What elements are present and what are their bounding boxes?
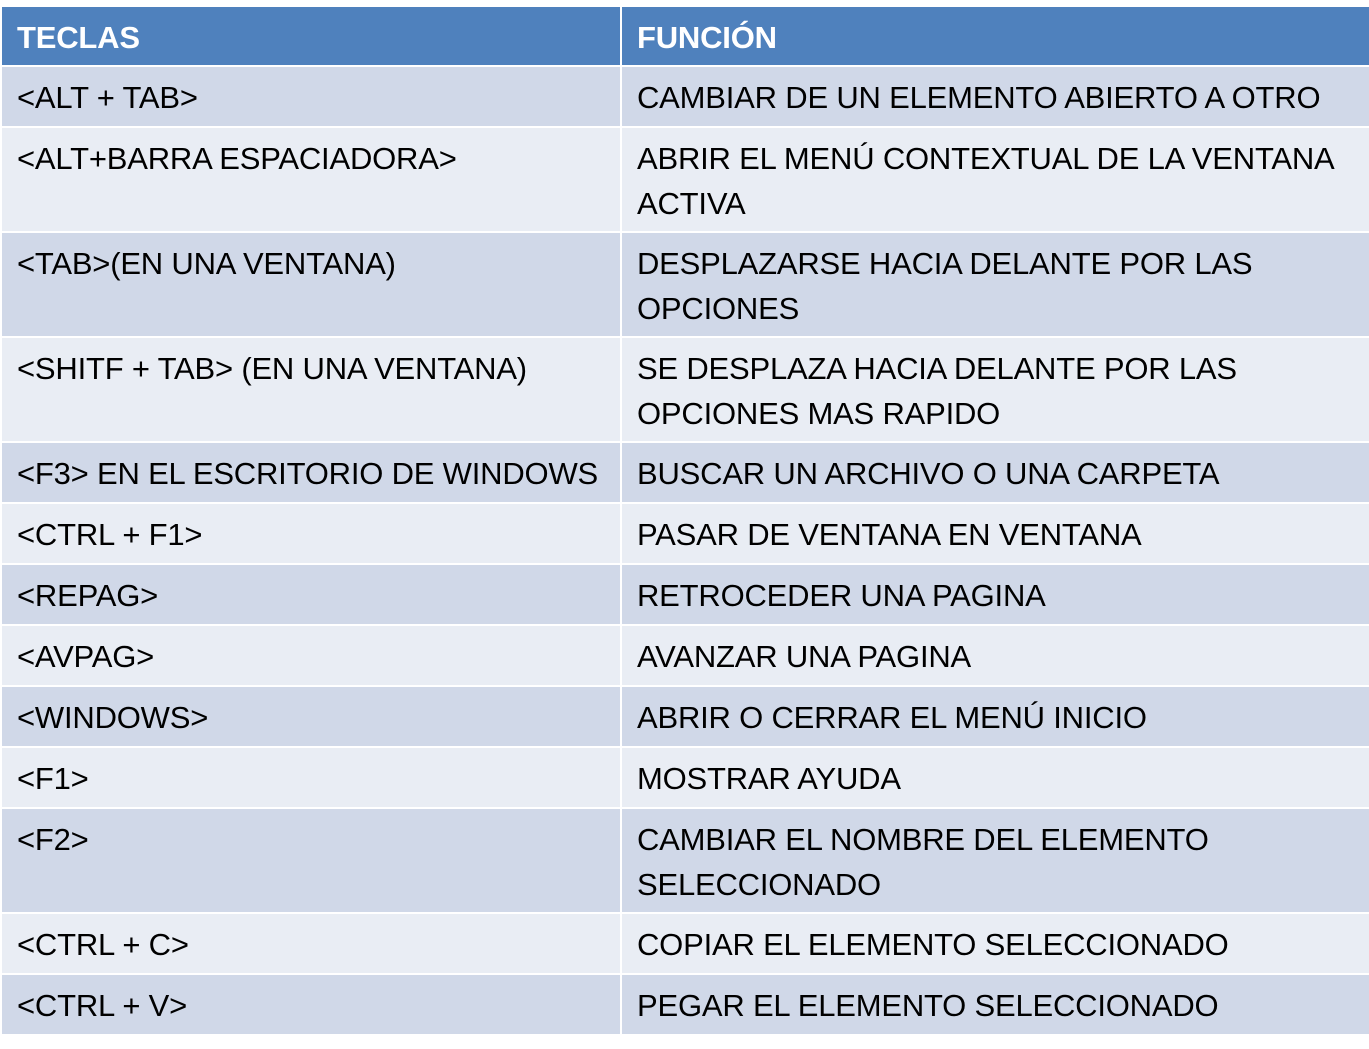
cell-function: SE DESPLAZA HACIA DELANTE POR LAS OPCIONES MAS RAPIDO	[621, 337, 1369, 442]
cell-function: RETROCEDER UNA PAGINA	[621, 564, 1369, 625]
shortcuts-table	[0, 5, 1369, 1036]
cell-keys: <F2>	[1, 808, 621, 913]
cell-function: BUSCAR UN ARCHIVO O UNA CARPETA	[621, 442, 1369, 503]
table-row	[1, 66, 1369, 127]
cell-function: AVANZAR UNA PAGINA	[621, 625, 1369, 686]
shortcuts-table-container	[0, 5, 1369, 1036]
table-row	[1, 747, 1369, 808]
cell-keys: <F1>	[1, 747, 621, 808]
cell-keys: <ALT + TAB>	[1, 66, 621, 127]
table-row	[1, 625, 1369, 686]
cell-keys: <AVPAG>	[1, 625, 621, 686]
cell-keys: <CTRL + C>	[1, 913, 621, 974]
table-row	[1, 127, 1369, 232]
cell-keys: <REPAG>	[1, 564, 621, 625]
table-row	[1, 232, 1369, 337]
cell-function: ABRIR O CERRAR EL MENÚ INICIO	[621, 686, 1369, 747]
cell-function: CAMBIAR DE UN ELEMENTO ABIERTO A OTRO	[621, 66, 1369, 127]
table-row	[1, 503, 1369, 564]
table-row	[1, 913, 1369, 974]
table-row	[1, 442, 1369, 503]
cell-keys: <SHITF + TAB> (EN UNA VENTANA)	[1, 337, 621, 442]
cell-function: MOSTRAR AYUDA	[621, 747, 1369, 808]
cell-function: ABRIR EL MENÚ CONTEXTUAL DE LA VENTANA ACTIVA	[621, 127, 1369, 232]
cell-keys: <CTRL + V>	[1, 974, 621, 1035]
header-function: FUNCIÓN	[621, 6, 1369, 66]
cell-function: CAMBIAR EL NOMBRE DEL ELEMENTO SELECCIONADO	[621, 808, 1369, 913]
table-row	[1, 686, 1369, 747]
header-keys: TECLAS	[1, 6, 621, 66]
table-header-row	[1, 6, 1369, 66]
table-row	[1, 564, 1369, 625]
table-row	[1, 337, 1369, 442]
cell-keys: <F3> EN EL ESCRITORIO DE WINDOWS	[1, 442, 621, 503]
cell-function: PASAR DE VENTANA EN VENTANA	[621, 503, 1369, 564]
cell-keys: <TAB>(EN UNA VENTANA)	[1, 232, 621, 337]
table-row	[1, 974, 1369, 1035]
cell-function: DESPLAZARSE HACIA DELANTE POR LAS OPCIONES	[621, 232, 1369, 337]
table-row	[1, 808, 1369, 913]
cell-function: COPIAR EL ELEMENTO SELECCIONADO	[621, 913, 1369, 974]
cell-keys: <CTRL + F1>	[1, 503, 621, 564]
cell-keys: <ALT+BARRA ESPACIADORA>	[1, 127, 621, 232]
cell-keys: <WINDOWS>	[1, 686, 621, 747]
cell-function: PEGAR EL ELEMENTO SELECCIONADO	[621, 974, 1369, 1035]
